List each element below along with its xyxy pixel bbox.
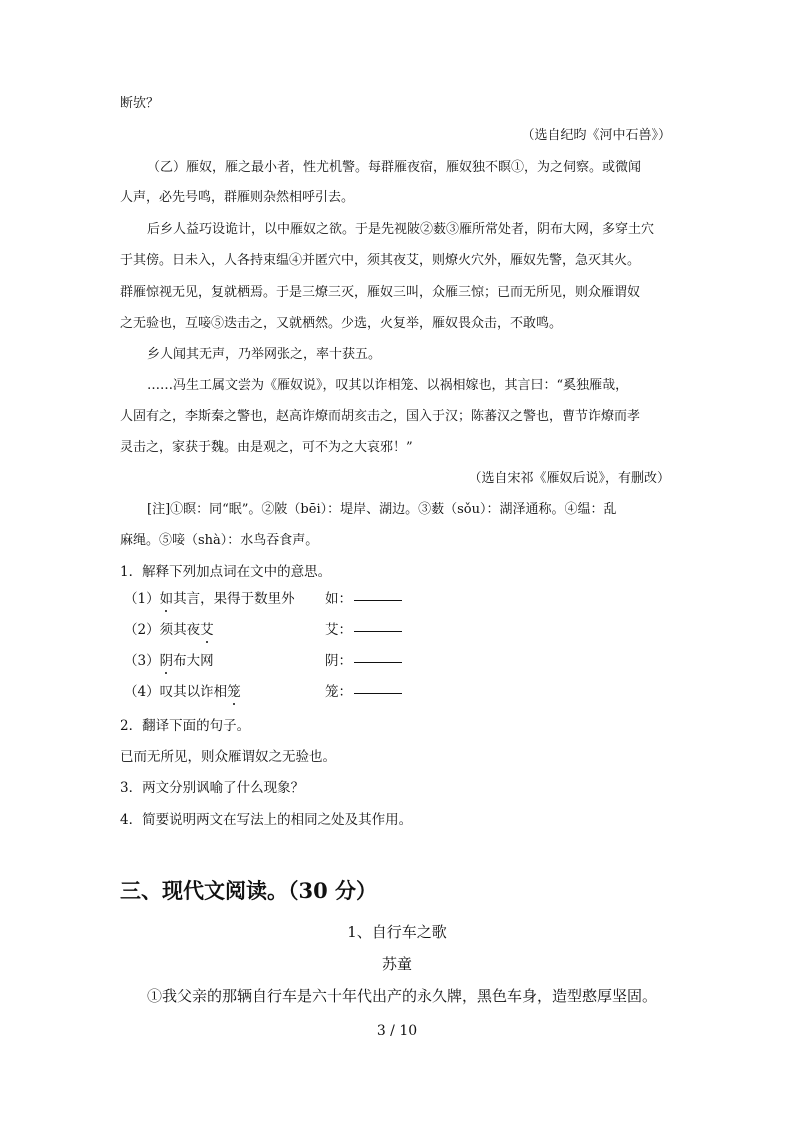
article-author: 苏童 bbox=[381, 955, 412, 973]
passage-b-line: 之无验也，互唼⑤迭击之，又就栖然。少选，火复举，雁奴畏众击，不敢鸣。 bbox=[120, 316, 563, 331]
q1-answer-2: 艾： bbox=[325, 618, 402, 638]
annotation-note: 麻绳。⑤唼（shà）：水鸟吞食声。 bbox=[120, 533, 319, 548]
answer-blank[interactable] bbox=[354, 692, 402, 694]
dotted-char: 如 bbox=[159, 591, 174, 607]
continued-text: 断欤？ bbox=[120, 96, 160, 111]
q1-item-1: （1）如其言，果得于数里外 bbox=[124, 591, 295, 607]
passage-b-line: 于其傍。日未入，人各持束缊④并匿穴中，须其夜艾，则燎火穴外，雁奴先警，急灭其火。 bbox=[120, 253, 641, 268]
question-2: 2．翻译下面的句子。 bbox=[120, 718, 251, 734]
passage-b-line: 群雁惊视无见，复就栖焉。于是三燎三灭，雁奴三叫，众雁三惊；已而无所见，则众雁谓奴 bbox=[120, 285, 641, 300]
section-heading: 三、现代文阅读。（30 分） bbox=[120, 878, 378, 903]
answer-blank[interactable] bbox=[354, 661, 402, 663]
passage-b-line: 人固有之，李斯秦之警也，赵高诈燎而胡亥击之，国入于汉；陈蕃汉之警也，曹节诈燎而孝 bbox=[120, 409, 641, 424]
article-title: 1、自行车之歌 bbox=[347, 923, 447, 941]
q1-answer-3: 阴： bbox=[325, 649, 402, 669]
q1-answer-1: 如： bbox=[325, 587, 402, 607]
q1-answer-4: 笼： bbox=[325, 680, 402, 700]
passage-b-line: 后乡人益巧设诡计，以中雁奴之欲。于是先视陂②薮③雁所常处者，阴布大网，多穿土穴 bbox=[147, 222, 655, 237]
source-citation-b: （选自宋祁《雁奴后说》，有删改） bbox=[468, 471, 670, 486]
question-4: 4．简要说明两文在写法上的相同之处及其作用。 bbox=[120, 812, 413, 828]
answer-blank[interactable] bbox=[354, 599, 402, 601]
q1-item-3: （3）阴布大网 bbox=[124, 653, 214, 669]
question-1: 1．解释下列加点词在文中的意思。 bbox=[120, 564, 332, 580]
q1-item-4: （4）叹其以诈相笼 bbox=[124, 684, 241, 700]
source-citation-a: （选自纪昀《河中石兽》） bbox=[521, 128, 671, 143]
passage-b-line: （乙）雁奴，雁之最小者，性尤机警。每群雁夜宿，雁奴独不瞑①，为之伺察。或微闻 bbox=[147, 160, 642, 175]
dotted-char: 阴 bbox=[159, 653, 174, 669]
question-3: 3．两文分别讽喻了什么现象？ bbox=[120, 780, 305, 796]
question-2-sentence: 已而无所见，则众雁谓奴之无验也。 bbox=[120, 749, 336, 765]
dotted-char: 笼 bbox=[227, 684, 241, 700]
passage-b-line: 人声，必先号鸣，群雁则杂然相呼引去。 bbox=[120, 190, 355, 205]
passage-b-line: 乡人闻其无声，乃举网张之，率十获五。 bbox=[147, 347, 382, 362]
answer-blank[interactable] bbox=[354, 630, 402, 632]
annotation-note: [注]①瞑：同“眠”。②陂（bēi）：堤岸、湖边。③薮（sǒu）：湖泽通称。④缊：乱 bbox=[147, 502, 617, 517]
passage-b-line: 灵击之，家获于魏。由是观之，可不为之大哀邪！” bbox=[120, 440, 413, 455]
article-paragraph: ①我父亲的那辆自行车是六十年代出产的永久牌，黑色车身，造型憨厚坚固。 bbox=[147, 987, 658, 1005]
dotted-char: 艾 bbox=[200, 622, 214, 638]
q1-item-2: （2）须其夜艾 bbox=[124, 622, 214, 638]
page-number: 3 / 10 bbox=[376, 1023, 418, 1039]
passage-b-line: ……冯生工属文尝为《雁奴说》，叹其以诈相笼、以祸相嫁也，其言曰：“奚独雁哉， bbox=[147, 378, 629, 393]
